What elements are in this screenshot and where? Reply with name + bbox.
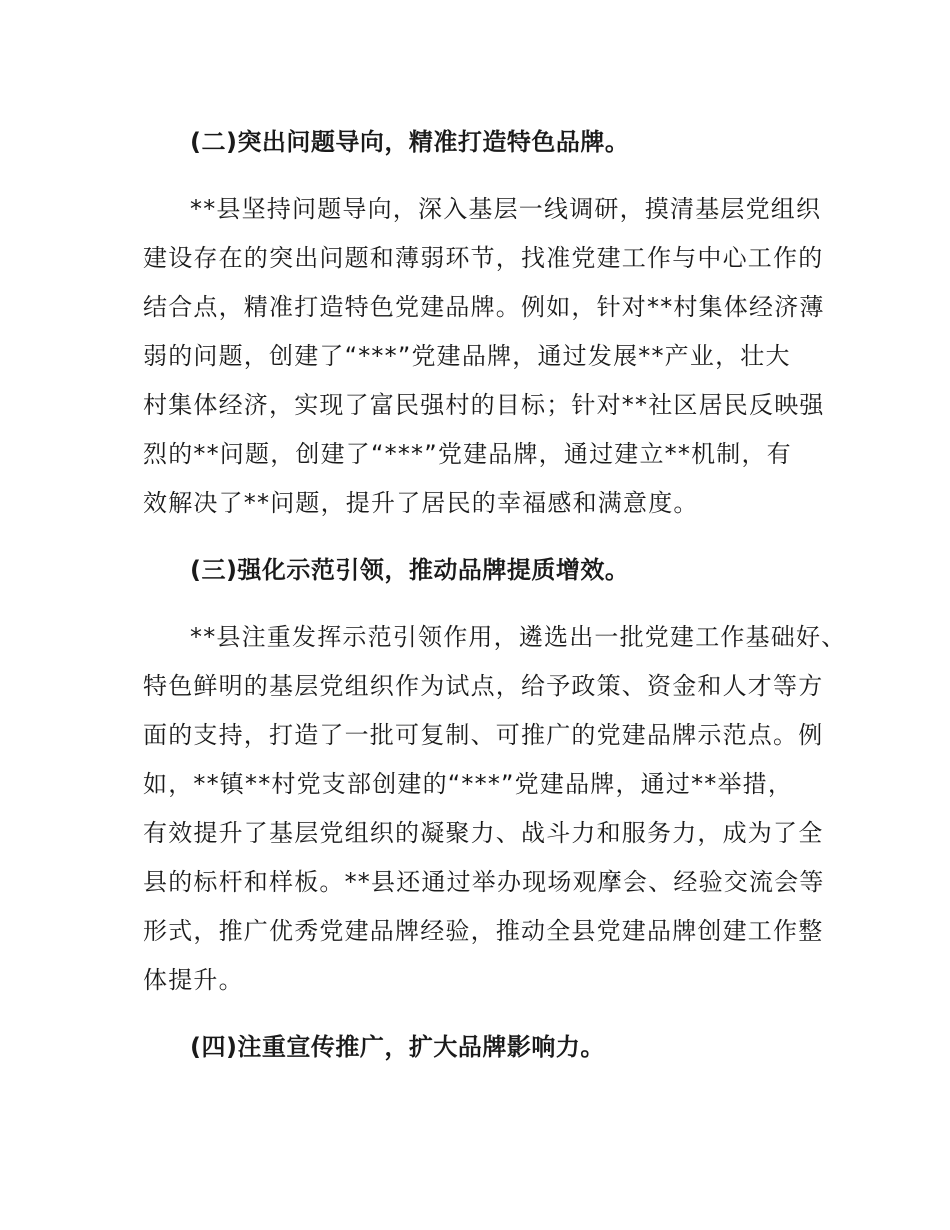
section-heading: (二)突出问题导向，精准打造特色品牌。	[190, 128, 630, 156]
paragraph-line: 特色鲜明的基层党组织作为试点，给予政策、资金和人才等方	[143, 672, 824, 700]
paragraph-line: 效解决了**问题，提升了居民的幸福感和满意度。	[143, 489, 699, 517]
paragraph-line: 村集体经济，实现了富民强村的目标；针对**社区居民反映强	[143, 391, 825, 419]
paragraph-line: **县注重发挥示范引领作用，遴选出一批党建工作基础好、	[190, 623, 847, 651]
paragraph-line: 体提升。	[143, 966, 244, 994]
section-heading: (三)强化示范引领，推动品牌提质增效。	[190, 556, 630, 584]
section-heading: (四)注重宣传推广，扩大品牌影响力。	[190, 1033, 605, 1061]
paragraph-line: 弱的问题，创建了“***”党建品牌，通过发展**产业，壮大	[143, 342, 791, 370]
paragraph-line: 结合点，精准打造特色党建品牌。例如，针对**村集体经济薄	[143, 293, 825, 321]
paragraph-line: 建设存在的突出问题和薄弱环节，找准党建工作与中心工作的	[143, 244, 824, 272]
paragraph-line: 有效提升了基层党组织的凝聚力、战斗力和服务力，成为了全	[143, 819, 824, 847]
paragraph-line: 面的支持，打造了一批可复制、可推广的党建品牌示范点。例	[143, 721, 824, 749]
paragraph-line: 烈的**问题，创建了“***”党建品牌，通过建立**机制，有	[143, 440, 792, 468]
paragraph-line: **县坚持问题导向，深入基层一线调研，摸清基层党组织	[190, 195, 822, 223]
paragraph-line: 如，**镇**村党支部创建的“***”党建品牌，通过**举措，	[143, 770, 794, 798]
paragraph-line: 县的标杆和样板。**县还通过举办现场观摩会、经验交流会等	[143, 868, 825, 896]
paragraph-line: 形式，推广优秀党建品牌经验，推动全县党建品牌创建工作整	[143, 917, 824, 945]
